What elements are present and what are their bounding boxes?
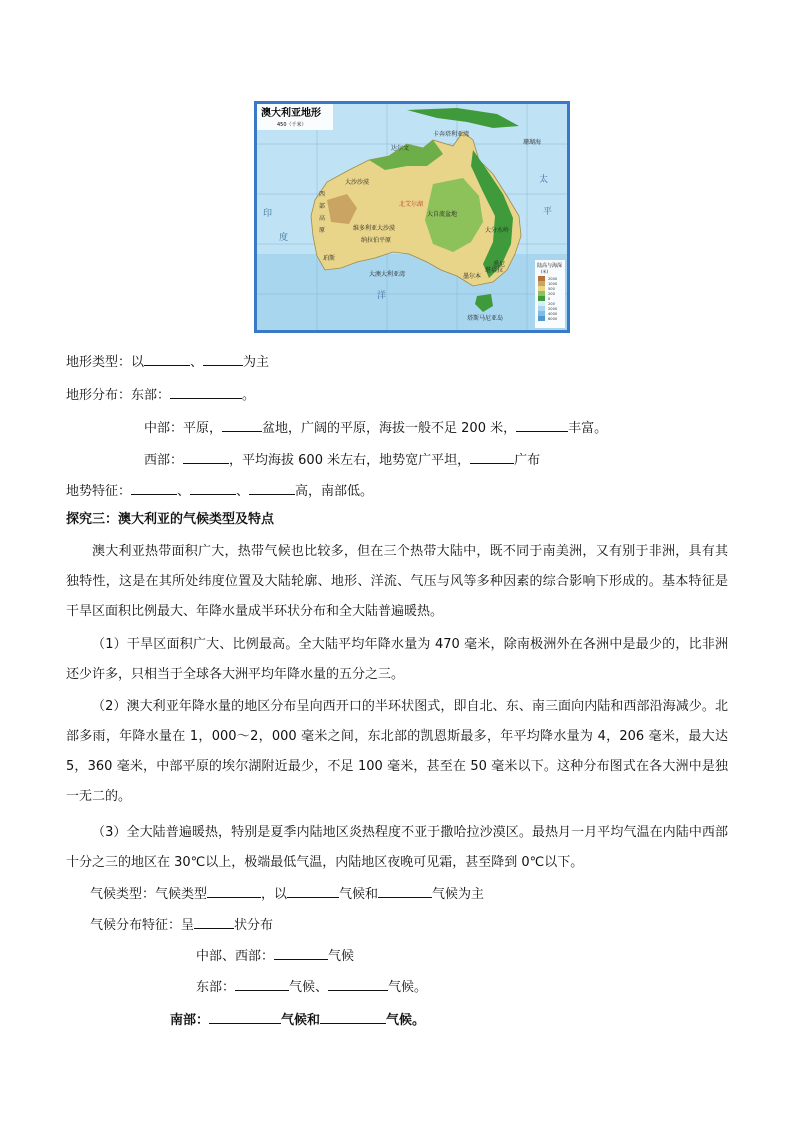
label-darwin: 达尔文	[391, 145, 410, 152]
climate-dist-line: 气候分布特征：呈 状分布	[90, 915, 273, 935]
svg-text:1000: 1000	[548, 282, 558, 286]
blank[interactable]	[249, 481, 295, 495]
climate-midwest-line: 中部、西部： 气候	[196, 946, 354, 966]
label-west-3: 高	[319, 215, 326, 222]
legend-swatches	[538, 276, 545, 321]
section-title: 探究三：澳大利亚的气候类型及特点	[66, 512, 275, 527]
label-great-sandy: 大沙沙漠	[345, 179, 370, 186]
blank[interactable]	[235, 977, 289, 991]
climate-south-line: 南部： 气候和 气候。	[170, 1010, 425, 1030]
svg-text:200: 200	[548, 302, 555, 306]
blank[interactable]	[194, 915, 234, 929]
blank[interactable]	[516, 418, 568, 432]
climate-type-line: 气候类型：气候类型 ，以 气候和 气候为主	[90, 884, 484, 904]
blank[interactable]	[144, 352, 190, 366]
label-pacific-2: 平	[543, 207, 553, 217]
label-nullarbor: 纳拉伯平原	[361, 237, 392, 244]
terrain-middle-line: 中部：平原， 盆地，广阔的平原，海拔一般不足 200 米， 丰富。	[144, 418, 607, 438]
australia-terrain-map	[254, 101, 570, 333]
label-west-4: 原	[319, 227, 326, 234]
label-tasman: 塔斯马尼亚岛	[467, 315, 504, 322]
label-west-2: 部	[319, 203, 326, 210]
svg-text:4000: 4000	[548, 312, 558, 316]
terrain-dist-label: 地形分布：东部：	[66, 388, 171, 403]
svg-text:6000: 6000	[548, 317, 558, 321]
blank[interactable]	[470, 450, 514, 464]
blank[interactable]	[287, 884, 339, 898]
deep-ocean-area	[257, 254, 567, 330]
label-dividing: 大分水岭	[485, 227, 510, 234]
blank[interactable]	[131, 481, 177, 495]
terrain-type-line: 地形类型：以 、 为主	[66, 352, 269, 372]
blank[interactable]	[203, 352, 243, 366]
map-title: 澳大利亚地形	[261, 108, 321, 119]
label-coral: 珊瑚海	[523, 139, 542, 146]
label-pacific-1: 太	[539, 175, 549, 185]
blank[interactable]	[207, 884, 261, 898]
blank[interactable]	[378, 884, 432, 898]
label-indian-1: 印	[263, 209, 273, 219]
svg-text:2000: 2000	[548, 277, 558, 281]
legend-unit: (米)	[541, 269, 549, 274]
svg-text:2000: 2000	[548, 307, 558, 311]
blank[interactable]	[274, 946, 328, 960]
label-gulf: 卡奔塔利亚湾	[433, 131, 470, 138]
blank[interactable]	[328, 977, 388, 991]
map-scale: 450（千米）	[277, 122, 307, 128]
paragraph-intro: 澳大利亚热带面积广大，热带气候也比较多，但在三个热带大陆中，既不同于南美洲，又有别于非洲，具有其独特性，这是在其所处纬度位置及大陆轮廓、地形、洋流、气压与风等多种因素的综合影响下形成的。基本特征是干旱区面积比例最大、年降水量成半环状分布和全大陆普遍暖热。	[66, 544, 728, 619]
label-victoria: 维多利亚大沙漠	[353, 225, 396, 232]
label-canberra: 堪培拉	[485, 267, 504, 274]
legend-title: 陆高与海深	[537, 263, 563, 269]
svg-text:0: 0	[548, 297, 551, 301]
relief-line: 地势特征： 、 、 高，南部低。	[66, 481, 373, 501]
terrain-west-line: 西部： ，平均海拔 600 米左右，地势宽广平坦， 广布	[144, 450, 540, 470]
blank[interactable]	[170, 385, 242, 399]
terrain-dist-line: 地形分布：东部： 。	[66, 385, 255, 405]
paragraph-2: （2）澳大利亚年降水量的地区分布呈向西开口的半环状图式，即自北、东、南三面向内陆和西部沿海减少。北部多雨，年降水量在 1，000～2，000 毫米之间，东北部的凯恩斯最多，年平均降水量为 4，206 毫米，最大达 5，360 毫米，中部平原的埃尔湖附近最少，不足 100 毫米，甚至在 50 毫米以下。这种分布图式在各大洲中是独一无二的。	[66, 699, 728, 804]
label-indian-3: 洋	[377, 291, 387, 301]
svg-text:500: 500	[548, 287, 555, 291]
label-great-bight: 大澳大利亚湾	[369, 271, 406, 278]
label-indian-2: 度	[279, 233, 289, 243]
map-svg	[257, 104, 567, 330]
blank[interactable]	[183, 450, 229, 464]
blank[interactable]	[320, 1010, 386, 1024]
label-artesian: 大自流盆地	[427, 211, 458, 218]
label-eyre: 北艾尔湖	[399, 201, 424, 208]
label-west-1: 西	[319, 191, 326, 198]
svg-text:200: 200	[548, 292, 555, 296]
label-sydney: 悉尼	[493, 261, 506, 268]
climate-east-line: 东部： 气候、 气候。	[196, 977, 427, 997]
label-melbourne: 墨尔本	[463, 273, 482, 280]
blank[interactable]	[222, 418, 262, 432]
paragraph-3: （3）全大陆普遍暖热，特别是夏季内陆地区炎热程度不亚于撒哈拉沙漠区。最热月一月平均气温在内陆中西部十分之三的地区在 30℃以上，极端最低气温，内陆地区夜晚可见霜，甚至降到 0℃以下。	[66, 825, 728, 870]
label-perth: 珀斯	[323, 255, 336, 262]
terrain-type-label: 地形类型：以	[66, 355, 145, 370]
blank[interactable]	[209, 1010, 281, 1024]
paragraph-1: （1）干旱区面积广大、比例最高。全大陆平均年降水量为 470 毫米，除南极洲外在各洲中是最少的，比非洲还少许多，只相当于全球各大洲平均年降水量的五分之三。	[66, 637, 728, 682]
blank[interactable]	[190, 481, 236, 495]
